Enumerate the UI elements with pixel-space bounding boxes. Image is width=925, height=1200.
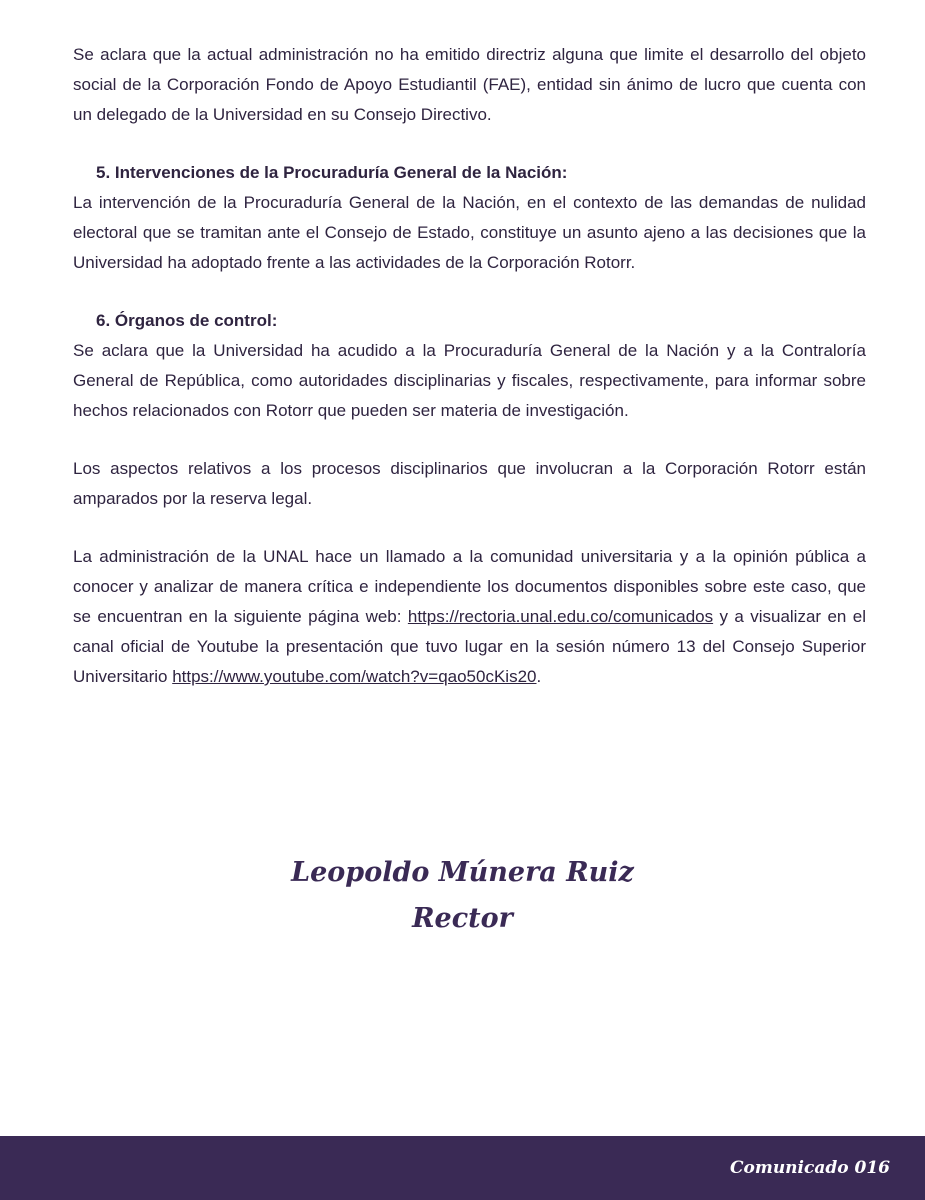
section-6-heading: 6. Órganos de control:	[96, 311, 278, 330]
intro-paragraph: Se aclara que la actual administración no ha emitido directriz alguna que limite el desarrollo del objeto social de la Corporación Fondo de Apoyo Estudiantil (FAE), entidad sin ánimo de lucro que cuenta con un delegado de la Universidad en su Consejo Directivo.	[73, 45, 866, 124]
reserve-paragraph: Los aspectos relativos a los procesos disciplinarios que involucran a la Corporación Rotorr están amparados por la reserva legal.	[73, 459, 866, 508]
call-text-end: .	[536, 667, 542, 686]
signatory-name: Leopoldo Múnera Ruiz	[291, 857, 634, 888]
youtube-link[interactable]: https://www.youtube.com/watch?v=qao50cKis20	[172, 667, 537, 686]
section-5-heading: 5. Intervenciones de la Procuraduría General de la Nación:	[96, 163, 568, 182]
signatory-role: Rector	[412, 903, 513, 934]
communique-number: Comunicado 016	[729, 1158, 890, 1178]
call-text-part2: y a visualizar en el canal oficial de Youtube la presentación que tuvo lugar en la sesión número 13 del Consejo Superior Universitario	[73, 607, 866, 686]
spacer	[73, 130, 866, 158]
signature-block	[0, 850, 925, 942]
document-body	[73, 40, 866, 692]
spacer	[73, 278, 866, 306]
spacer	[73, 426, 866, 454]
section-5-paragraph: La intervención de la Procuraduría General de la Nación, en el contexto de las demandas de nulidad electoral que se tramitan ante el Consejo de Estado, constituye un asunto ajeno a las decisiones que la Universidad ha adoptado frente a las actividades de la Corporación Rotorr.	[73, 193, 866, 272]
footer-bar	[0, 1136, 925, 1200]
comunicados-link[interactable]: https://rectoria.unal.edu.co/comunicados	[407, 607, 714, 626]
call-paragraph	[73, 542, 866, 692]
spacer	[73, 514, 866, 542]
call-text-part1: La administración de la UNAL hace un llamado a la comunidad universitaria y a la opinión pública a conocer y analizar de manera crítica e independiente los documentos disponibles sobre este caso, que se encuentran en la siguiente página web:	[73, 547, 866, 626]
section-6-paragraph: Se aclara que la Universidad ha acudido a la Procuraduría General de la Nación y a la Contraloría General de República, como autoridades disciplinarias y fiscales, respectivamente, para informar sobre hechos relacionados con Rotorr que pueden ser materia de investigación.	[73, 341, 866, 420]
